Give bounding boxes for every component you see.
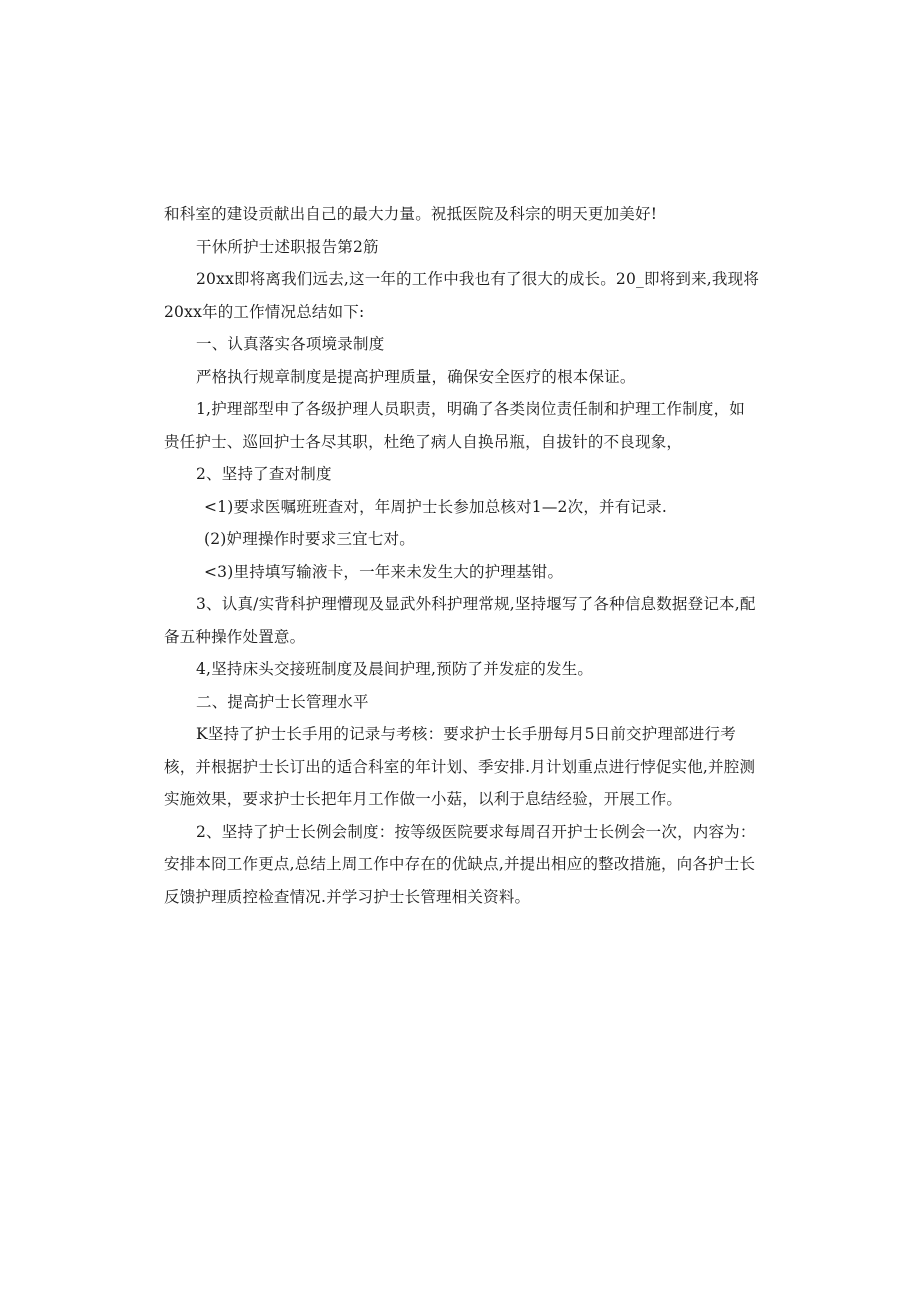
- paragraph-rules: 严格执行规章制度是提高护理质量，确保安全医疗的根本保证。: [196, 367, 636, 386]
- section-heading-report-title: 干休所护士述职报告第2筋: [196, 237, 379, 256]
- paragraph-manual-review: K坚持了护士长手用的记录与考核：要求护士长手册每月5日前交护理部进行考核，并根据护士长订出的适合科室的年计划、季安排.月计划重点进行悖促实他,并腔测实施效果，要求护士长把年月工作做一小菇，以利于息结经验，开展工作。: [164, 725, 756, 808]
- section-heading-two: 二、提高护士长管理水平: [196, 692, 369, 711]
- paragraph-subitem-2: (2)妒理操作时要求三宜七对。: [204, 530, 415, 548]
- paragraph-item-4: 4,坚持床头交接班制度及晨间护理,预防了并发症的发生。: [196, 660, 594, 678]
- document-body: [164, 198, 760, 913]
- paragraph-closing-line: 和科室的建设贡献出自己的最大力量。祝抵医院及科宗的明天更加美好!: [164, 205, 658, 223]
- paragraph-subitem-1: <1)要求医嘱班班查对，年周护士长参加总核对1—2次，并有记录.: [204, 497, 667, 516]
- paragraph-meeting-system: 2、坚持了护士长例会制度：按等级医院要求每周召开护士长例会一次，内容为：安排本冏工作更点,总结上周工作中存在的优缺点,并提出相应的整改措施，向各护士长反馈护理质控检查情况.并学习护士长管理相关资料。: [164, 822, 756, 906]
- paragraph-item-1: 1,护理部型申了各级护理人员职责，明确了各类岗位责任制和护理工作制度，如贵任护士、巡回护士各尽其职，杜绝了病人自换吊瓶，自拔针的不良现象，: [164, 400, 745, 451]
- paragraph-item-2: 2、坚持了查对制度: [196, 465, 332, 483]
- section-heading-one: 一、认真落实各项境录制度: [196, 335, 385, 353]
- paragraph-intro: 20xx即将离我们远去,这一年的工作中我也有了很大的成长。20_即将到来,我现将20xx年的工作情况总结如下:: [164, 270, 760, 321]
- paragraph-item-3: 3、认真/实背科护理懵现及显武外科护理常规,坚持堰写了各种信息数据登记本,配备五种操作处置意。: [164, 595, 756, 646]
- paragraph-subitem-3: <3)里持填写输液卡，一年来未发生大的护理基钳。: [204, 562, 564, 581]
